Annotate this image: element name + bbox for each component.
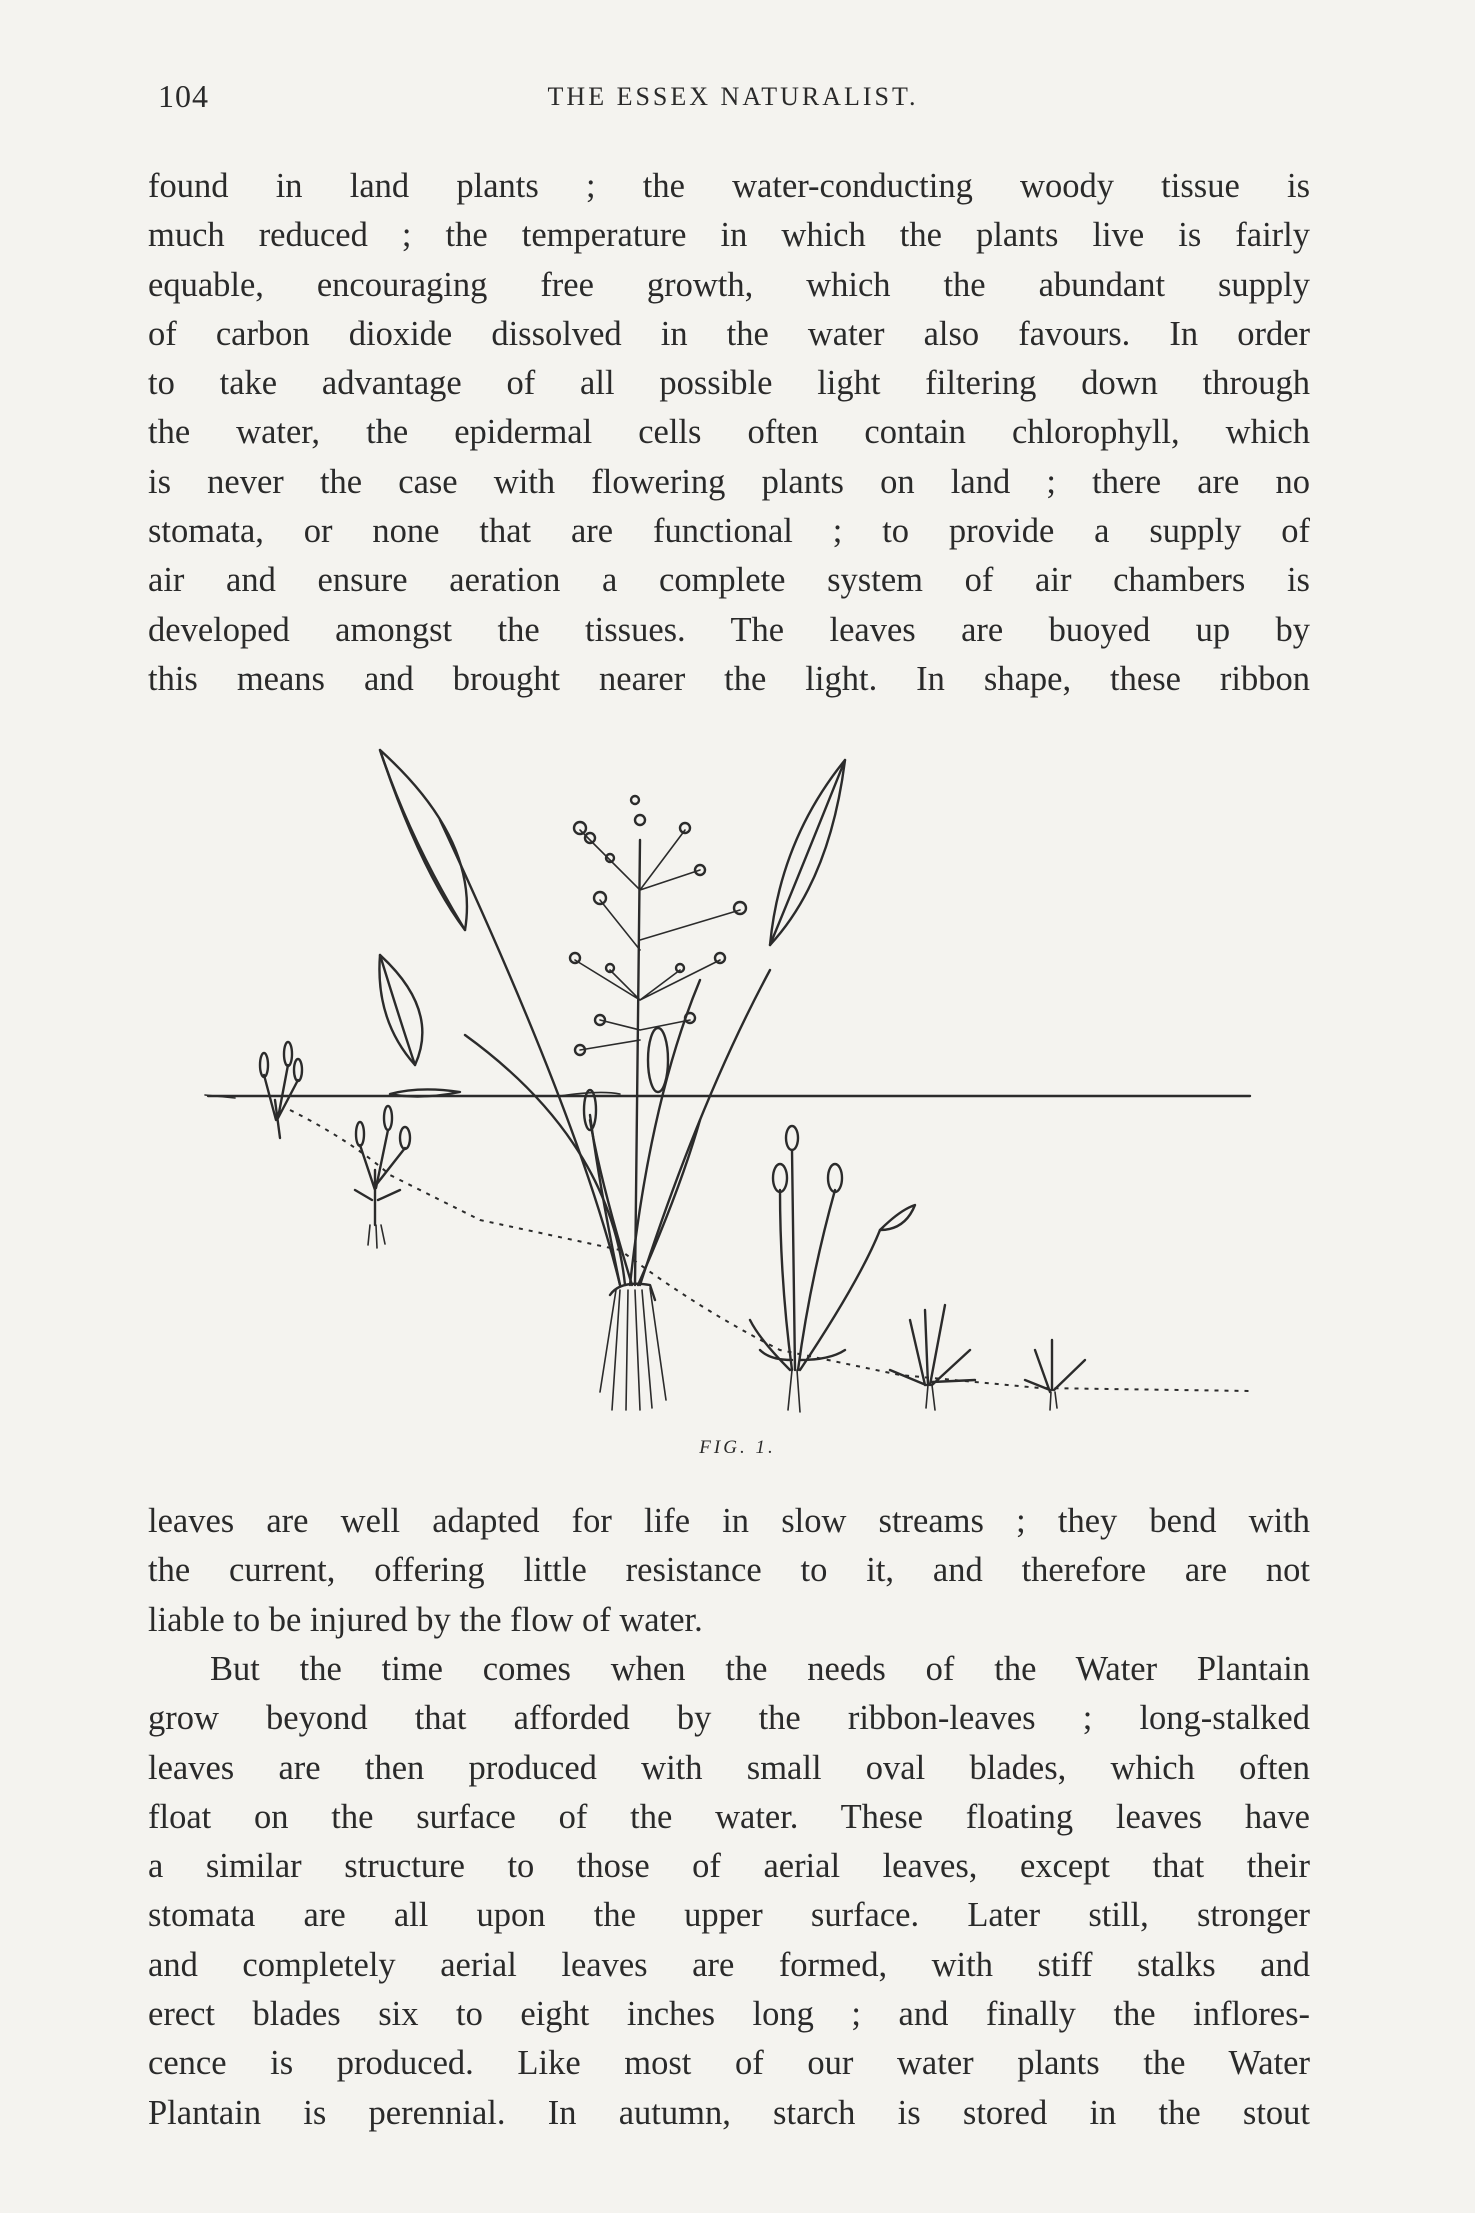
seedling-2 — [355, 1106, 410, 1248]
text-line: of carbon dioxide dissolved in the water also favours. In order — [148, 314, 1310, 353]
text-line: grow beyond that afforded by the ribbon-leaves ; long-stalked — [148, 1699, 1310, 1738]
text-line: and completely aerial leaves are formed, with stiff stalks and — [148, 1945, 1310, 1984]
text-line: cence is produced. Like most of our water plants the Water — [148, 2044, 1310, 2083]
text-line: air and ensure aeration a complete system of air chambers is — [148, 561, 1310, 600]
text-line: But the time comes when the needs of the Water Plantain — [210, 1650, 1310, 1688]
paragraph-3 — [148, 1645, 1310, 2138]
text-line: found in land plants ; the water-conducting woody tissue is — [148, 167, 1310, 205]
text-line: the water, the epidermal cells often contain chlorophyll, which — [148, 413, 1310, 452]
running-head: THE ESSEX NATURALIST. — [547, 82, 919, 111]
paragraph-2 — [148, 1497, 1310, 1645]
text-line: developed amongst the tissues. The leaves are buoyed up by — [148, 610, 1310, 649]
small-plant-2 — [1025, 1340, 1085, 1410]
bud — [648, 1028, 668, 1092]
paragraph-1 — [148, 162, 1310, 704]
seedling-1 — [260, 1042, 302, 1138]
text-line: Plantain is perennial. In autumn, starch is stored in the stout — [148, 2093, 1310, 2132]
text-line: stomata are all upon the upper surface. Later still, stronger — [148, 1896, 1310, 1935]
text-line: to take advantage of all possible light filtering down through — [148, 364, 1310, 403]
plant-illustration — [180, 720, 1270, 1420]
text-line: leaves are well adapted for life in slow streams ; they bend with — [148, 1502, 1310, 1540]
text-line: the current, offering little resistance to it, and therefore are not — [148, 1551, 1310, 1590]
text-line: is never the case with flowering plants on land ; there are no — [148, 462, 1310, 501]
text-line: erect blades six to eight inches long ; and finally the inflores- — [148, 1995, 1310, 2034]
text-line: equable, encouraging free growth, which the abundant supply — [148, 265, 1310, 304]
text-line: liable to be injured by the flow of water. — [148, 1600, 703, 1639]
aerial-leaf — [380, 750, 467, 930]
page-header — [158, 78, 1308, 122]
figure-water-plantain — [180, 720, 1270, 1420]
text-line: float on the surface of the water. These floating leaves have — [148, 1797, 1310, 1836]
small-plant-1 — [890, 1305, 975, 1410]
large-plant — [379, 750, 845, 1410]
text-line: this means and brought nearer the light. In shape, these ribbon — [148, 659, 1310, 698]
text-line: leaves are then produced with small oval blades, which often — [148, 1748, 1310, 1787]
text-line: stomata, or none that are functional ; to provide a supply of — [148, 512, 1310, 551]
text-line: a similar structure to those of aerial leaves, except that their — [148, 1847, 1310, 1886]
figure-caption: FIG. 1. — [699, 1437, 776, 1458]
text-line: much reduced ; the temperature in which the plants live is fairly — [148, 216, 1310, 255]
page-number: 104 — [158, 78, 209, 114]
